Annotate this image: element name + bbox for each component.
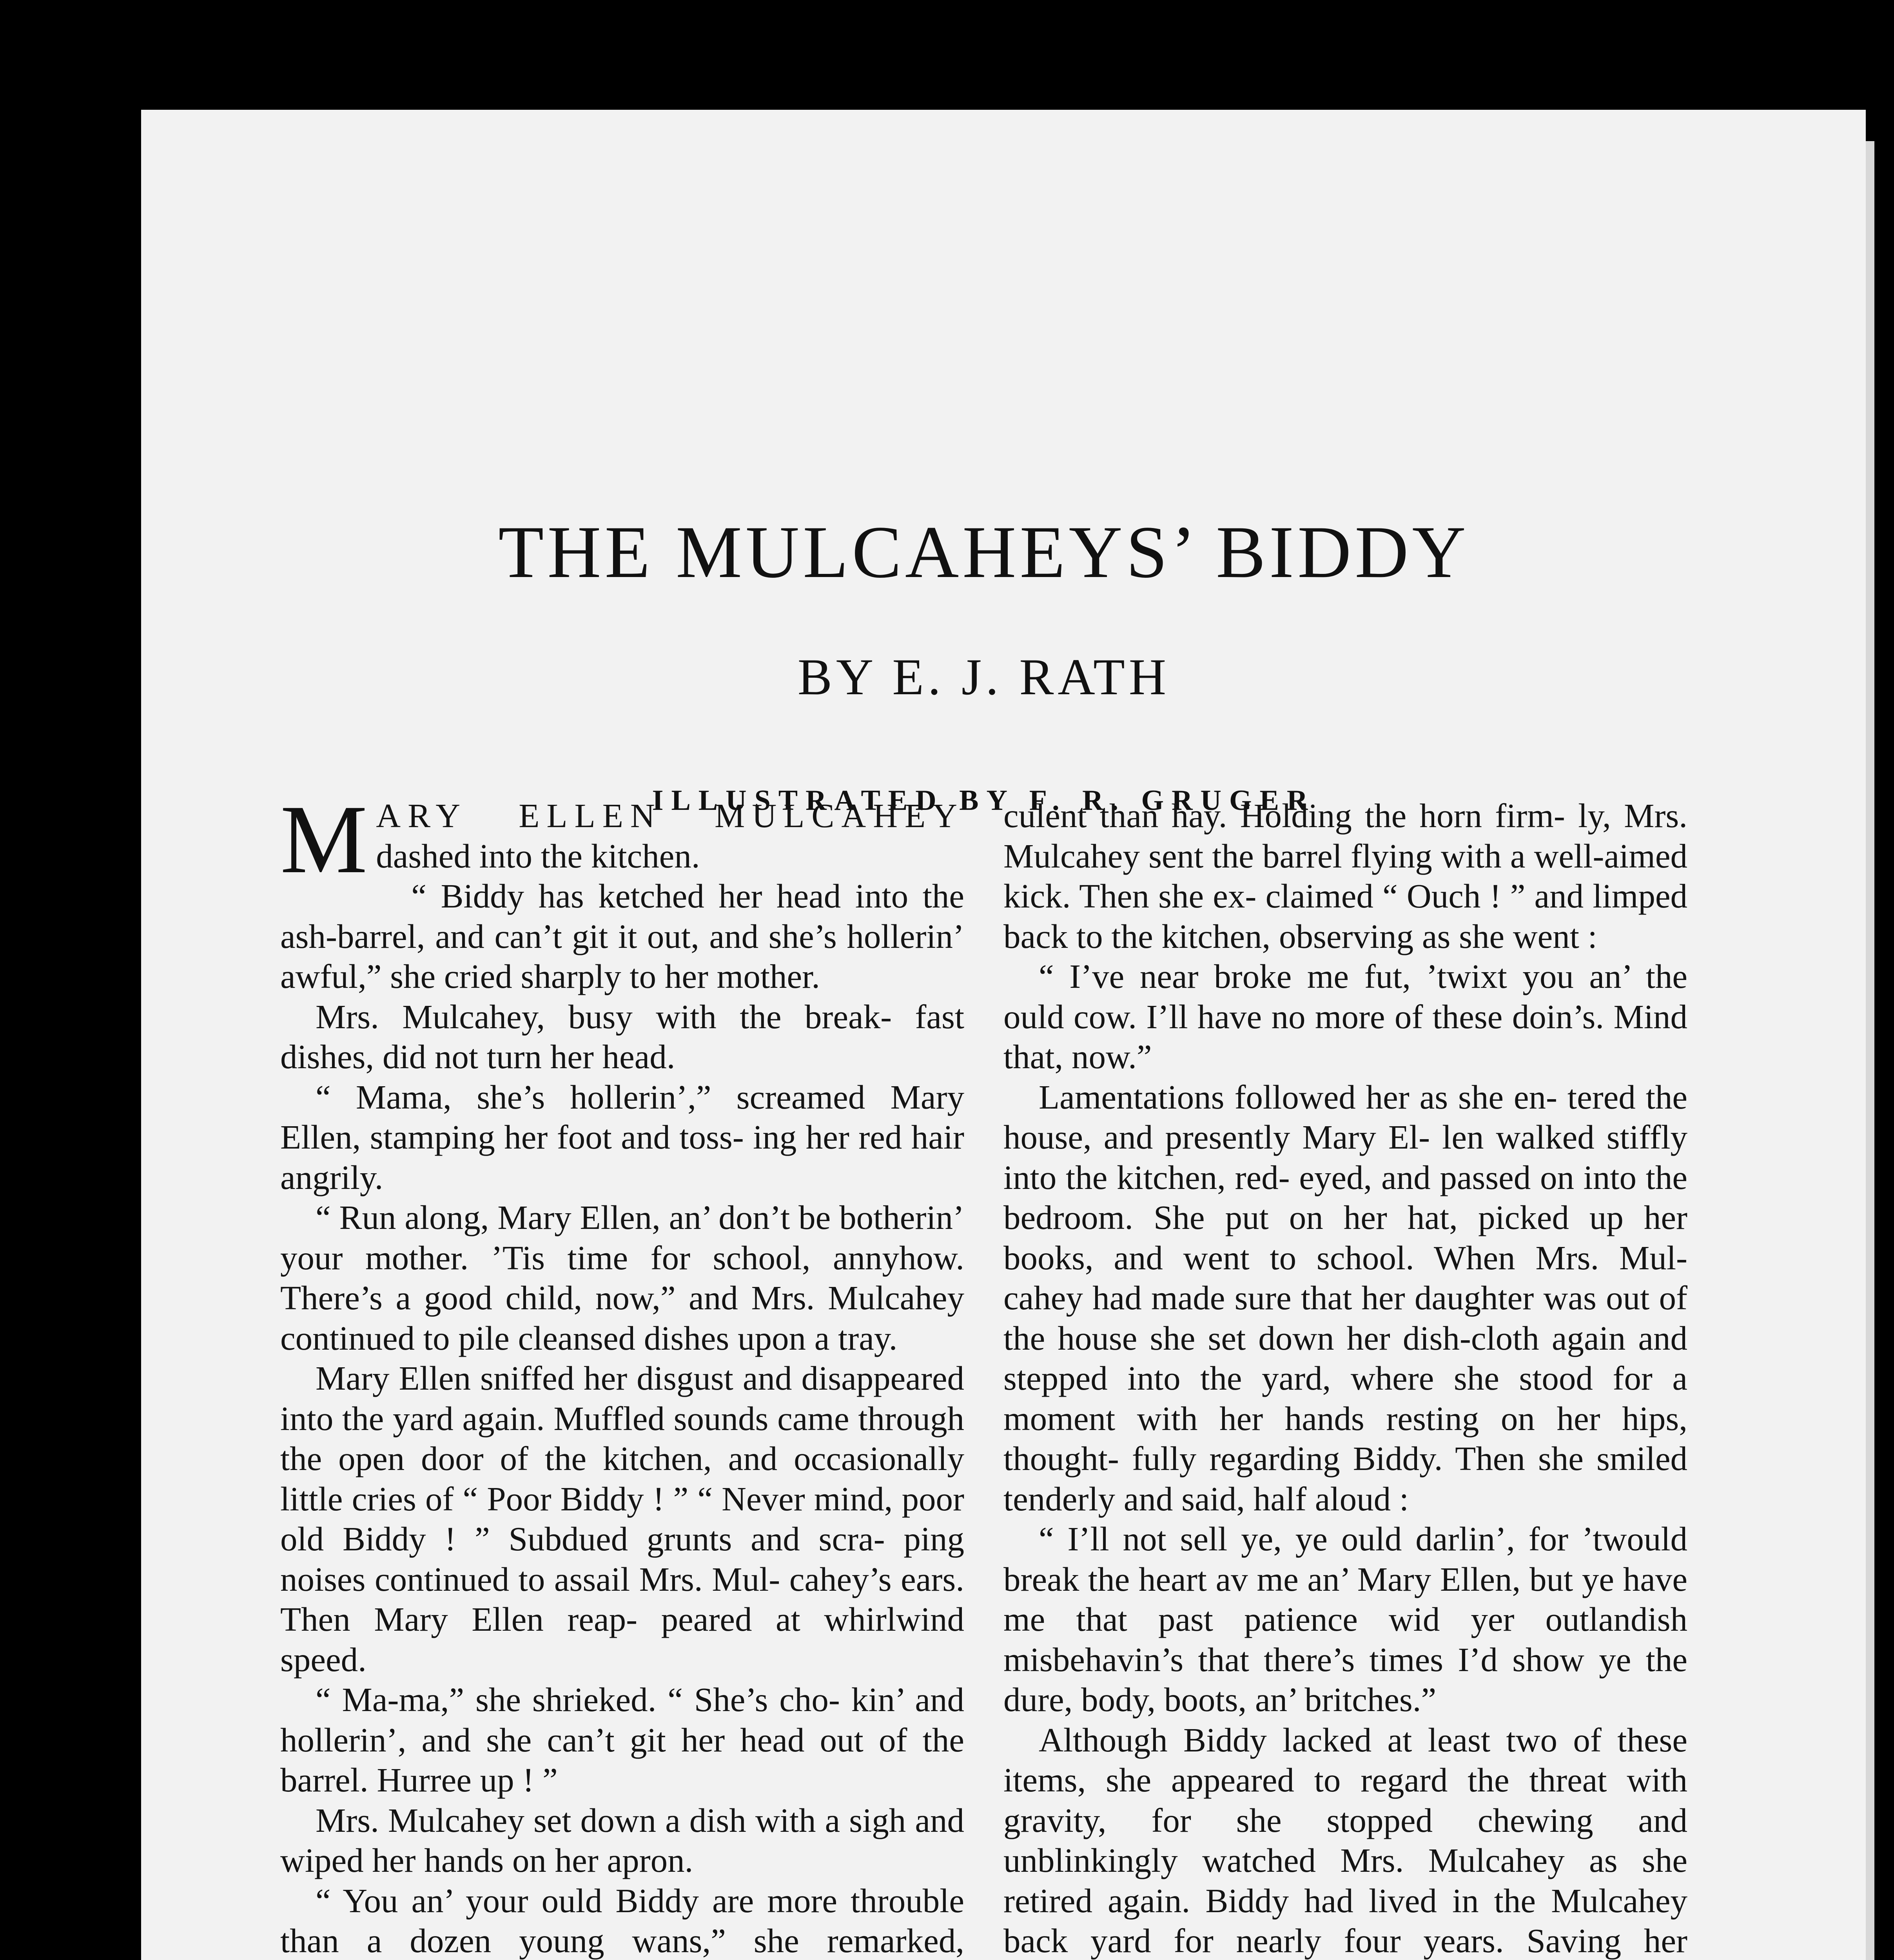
paragraph: “ Biddy has ketched her head into the ash-barrel, and can’t git it out, and she’s hollerin’ awful,” she cried sharply to her mother. [280,877,964,995]
paragraph: “ I’ll not sell ye, ye ould darlin’, for ’twould break the heart av me an’ Mary Ellen, but ye have me that past patience wid yer outlandish misbehavin’s that there’s times I’d show ye the dure, body, boots, an’ britches.” [1003,1520,1687,1719]
article-title: THE MULCAHEYS’ BIDDY [498,511,1469,593]
paragraph: “ Run along, Mary Ellen, an’ don’t be botherin’ your mother. ’Tis time for school, annyhow. There’s a good child, now,” and Mrs. Mulcahey continued to pile cleansed dishes upon a tray. [280,1198,964,1357]
paragraph: Mary Ellen sniffed her disgust and disappeared into the yard again. Muffled sounds came through the open door of the kitchen, and occasionally little cries of “ Poor Biddy ! ” “ Never mind, poor old Biddy ! ” Subdued grunts and scra- ping noises continued to assail Mrs. Mul- cahey’s ears. Then Mary Ellen reap- peared at whirlwind speed. [280,1359,964,1679]
lead-paragraph [280,785,964,894]
left-text-column [280,785,964,1960]
paragraph: “ Mama, she’s hollerin’,” screamed Mary Ellen, stamping her foot and toss- ing her red hair angrily. [280,1078,964,1196]
right-text-column [1003,796,1687,1960]
article-byline: BY E. J. RATH [797,648,1170,706]
paragraph: Although Biddy lacked at least two of these items, she appeared to regard the threat with gravity, for she stopped chewing and unblinkingly watched Mrs. Mulcahey as she retired again. Biddy had lived in the Mulcahey back yard for nearly four years. Saving her [1003,1720,1687,1960]
lead-text: dashed into the kitchen. [376,837,700,875]
continued-paragraph: culent than hay. Holding the horn firm- ly, Mrs. Mulcahey sent the barrel flying with a well-aimed kick. Then she ex- claimed “ Ouch ! ” and limped back to the kitchen, observing as she went : [1003,797,1687,955]
paragraph: “ I’ve near broke me fut, ’twixt you an’ the ould cow. I’ll have no more of these doin’s. Mind that, now.” [1003,957,1687,1076]
paragraph: “ You an’ your ould Biddy are more throuble than a dozen young wans,” she remarked, [280,1881,964,1960]
paragraph: Lamentations followed her as she en- tered the house, and presently Mary El- len walked stiffly into the kitchen, red- eyed, and passed on into the bedroom. She put on her hat, picked up her books, and went to school. When Mrs. Mul- cahey had made sure that her daughter was out of the house she set down her dish-cloth again and stepped into the yard, where she stood for a moment with her hands resting on her hips, thought- fully regarding Biddy. Then she smiled tenderly and said, half aloud : [1003,1078,1687,1518]
lead-small-caps: ARY ELLEN MULCAHEY [376,797,964,835]
page-edge [1866,141,1874,1960]
paragraph: “ Ma-ma,” she shrieked. “ She’s cho- kin’ and hollerin’, and she can’t git her head out of the barrel. Hurree up ! ” [280,1681,964,1799]
illustrator-credit: ILLUSTRATED BY F. R. GRUGER [652,784,1316,817]
paragraph: Mrs. Mulcahey set down a dish with a sigh and wiped her hands on her apron. [280,1801,964,1879]
paragraph: Mrs. Mulcahey, busy with the break- fast dishes, did not turn her head. [280,997,964,1076]
drop-cap: M [280,785,368,894]
